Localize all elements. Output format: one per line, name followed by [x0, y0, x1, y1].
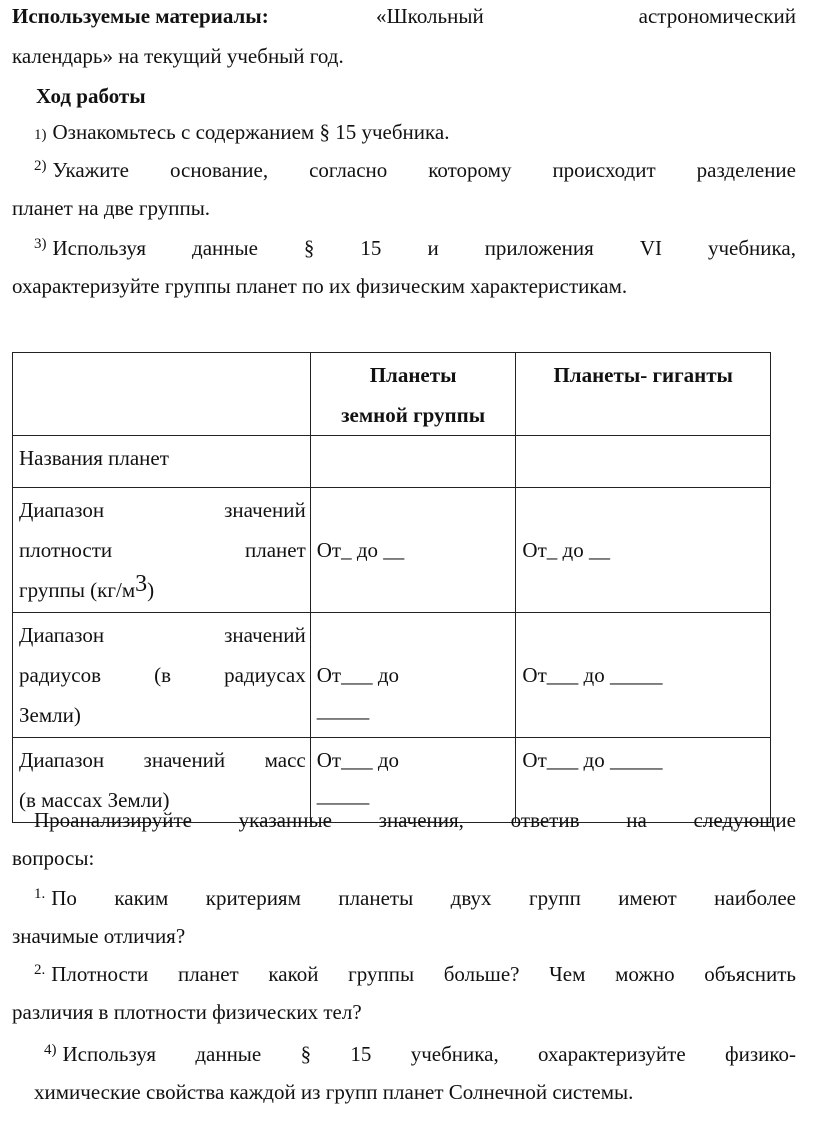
step-3-line-2: охарактеризуйте группы планет по их физическим характеристикам. — [12, 274, 628, 298]
header-terrestrial — [310, 353, 516, 436]
density-label-line-3 — [19, 570, 306, 610]
giants-density-value: От_ до __ — [522, 538, 610, 562]
row-label-planet-names: Названия планет — [13, 436, 311, 488]
density-unit-superscript: 3 — [135, 571, 148, 597]
question-4-line-2: химические свойства каждой из групп планет Солнечной системы. — [34, 1080, 634, 1104]
step-2-number: 2) — [34, 158, 47, 174]
giants-radius-value: От___ до _____ — [522, 663, 663, 687]
step-3-text-1: Используя данные § 15 и приложения VI учебника, — [52, 236, 796, 260]
step-2-text-1: Укажите основание, согласно которому происходит разделение — [52, 158, 796, 182]
question-4-number: 4) — [44, 1042, 57, 1058]
density-label-line-2 — [19, 530, 306, 570]
density-label-text-1: Диапазон значений — [19, 498, 306, 522]
mass-label-line-1: Диапазон значений масс — [19, 748, 306, 772]
radius-label-line-3: Земли) — [19, 703, 81, 727]
header-giants: Планеты- гиганты — [516, 353, 771, 436]
terrestrial-mass-line-1: От___ до — [316, 748, 400, 772]
question-1-number: 1. — [34, 886, 46, 902]
question-1-text-1: По каким критериям планеты двух групп имеют наиболее — [51, 886, 796, 910]
header-terrestrial-line-1: Планеты — [369, 363, 457, 387]
materials-text-1: «Школьный астрономический — [376, 4, 796, 28]
cell-giants-names — [516, 436, 771, 488]
question-4-line-1 — [44, 1042, 796, 1067]
question-2-number: 2. — [34, 962, 46, 978]
terrestrial-radius-line-2: _____ — [316, 698, 370, 722]
radius-label-line-2: радиусов (в радиусах — [19, 663, 306, 687]
table-row — [13, 613, 771, 738]
question-4-text-1: Используя данные § 15 учебника, охарактеризуйте физико- — [62, 1042, 796, 1066]
table-row — [13, 488, 771, 613]
step-1-number: 1) — [34, 127, 47, 143]
step-1-text: Ознакомьтесь с содержанием § 15 учебника. — [52, 120, 450, 144]
header-empty-cell — [13, 353, 311, 436]
question-1-line-2: значимые отличия? — [12, 924, 186, 948]
question-1-line-1 — [34, 886, 796, 911]
cell-giants-radius — [516, 613, 771, 738]
step-1 — [34, 120, 449, 145]
row-label-radius — [13, 613, 311, 738]
density-label-line-1 — [19, 490, 306, 530]
cell-terrestrial-radius — [310, 613, 516, 738]
terrestrial-mass-line-2: _____ — [316, 783, 370, 807]
planet-groups-table — [12, 352, 771, 823]
cell-giants-density — [516, 488, 771, 613]
terrestrial-density-value: От_ до __ — [316, 538, 405, 562]
density-label-tail: ) — [147, 578, 155, 602]
step-2-line-1 — [34, 158, 796, 183]
cell-terrestrial-density — [310, 488, 516, 613]
question-2-line-2: различия в плотности физических тел? — [12, 1000, 362, 1024]
row-label-density — [13, 488, 311, 613]
analysis-intro-line-1 — [34, 808, 796, 833]
progress-heading: Ход работы — [36, 84, 146, 108]
table-header-row — [13, 353, 771, 436]
step-3-number: 3) — [34, 236, 47, 252]
giants-mass-value: От___ до _____ — [522, 748, 663, 772]
materials-line-1 — [12, 4, 796, 29]
table-row — [13, 436, 771, 488]
analysis-intro-line-2: вопросы: — [12, 846, 95, 870]
header-terrestrial-line-2: земной группы — [341, 403, 486, 427]
question-2-line-1 — [34, 962, 796, 987]
step-3-line-1 — [34, 236, 796, 261]
terrestrial-radius-line-1: От___ до — [316, 663, 400, 687]
cell-terrestrial-names — [310, 436, 516, 488]
analysis-intro-text-1: Проанализируйте указанные значения, ответив на следующие — [34, 808, 796, 832]
mass-label-line-2: (в массах Земли) — [19, 788, 170, 812]
radius-label-line-1: Диапазон значений — [19, 623, 306, 647]
materials-label: Используемые материалы: — [12, 4, 269, 28]
materials-line-2: календарь» на текущий учебный год. — [12, 44, 344, 68]
question-2-text-1: Плотности планет какой группы больше? Чем можно объяснить — [51, 962, 796, 986]
density-label-text-3: группы (кг/м — [19, 578, 136, 602]
step-2-line-2: планет на две группы. — [12, 196, 211, 220]
density-label-text-2: плотности планет — [19, 538, 306, 562]
